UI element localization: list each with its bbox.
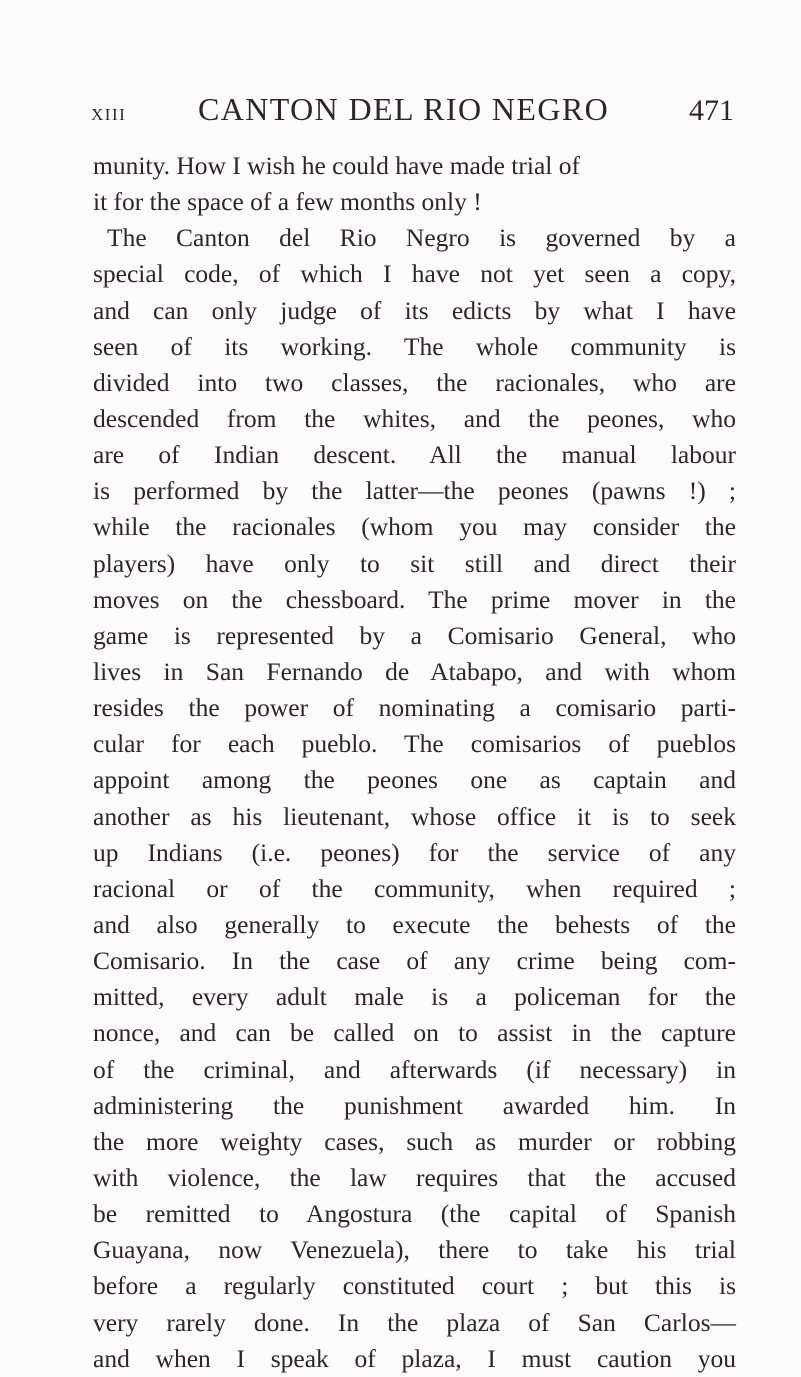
text-line: and can only judge of its edicts by what I have [93, 295, 736, 325]
text-line: descended from the whites, and the peones, who [93, 403, 736, 433]
text-line: are of Indian descent. All the manual labour [93, 440, 736, 470]
body-text [93, 148, 736, 1377]
text-line: divided into two classes, the racionales, who are [93, 367, 736, 397]
text-line: administering the punishment awarded him. In [93, 1090, 736, 1120]
text-line: lives in San Fernando de Atabapo, and with whom [93, 656, 736, 686]
text-line: before a regularly constituted court ; but this is [93, 1271, 736, 1301]
text-line: resides the power of nominating a comisario parti- [93, 693, 736, 723]
text-line: munity. How I wish he could have made trial of [93, 151, 580, 180]
text-line: of the criminal, and afterwards (if necessary) in [93, 1054, 736, 1084]
text-line: the more weighty cases, such as murder or robbing [93, 1126, 736, 1156]
text-line: with violence, the law requires that the accused [93, 1162, 736, 1192]
text-line: racional or of the community, when required ; [93, 873, 736, 903]
text-line: appoint among the peones one as captain and [93, 765, 736, 795]
text-line: and when I speak of plaza, I must caution you [93, 1343, 736, 1373]
text-line: cular for each pueblo. The comisarios of pueblos [93, 729, 736, 759]
text-line: it for the space of a few months only ! [93, 187, 482, 217]
text-line: be remitted to Angostura (the capital of Spanish [93, 1199, 736, 1229]
text-line: mitted, every adult male is a policeman for the [93, 982, 736, 1012]
text-line: Guayana, now Venezuela), there to take his trial [93, 1235, 736, 1265]
text-line: while the racionales (whom you may consider the [93, 512, 736, 542]
text-line: very rarely done. In the plaza of San Carlos— [93, 1307, 736, 1337]
text-line: game is represented by a Comisario General, who [93, 620, 736, 650]
text-line: Comisario. In the case of any crime being com- [93, 946, 736, 976]
page-number: 471 [689, 94, 734, 127]
text-line: The Canton del Rio Negro is governed by a [107, 223, 736, 253]
text-line: is performed by the latter—the peones (pawns !) ; [93, 476, 736, 506]
text-line: seen of its working. The whole community is [93, 331, 736, 361]
chapter-number: XIII [91, 105, 127, 124]
text-line: special code, of which I have not yet seen a copy, [93, 259, 736, 289]
text-line: up Indians (i.e. peones) for the service of any [93, 837, 736, 867]
text-line: nonce, and can be called on to assist in the capture [93, 1018, 736, 1048]
text-line: moves on the chessboard. The prime mover in the [93, 584, 736, 614]
text-line: another as his lieutenant, whose office it is to seek [93, 801, 736, 831]
text-line: and also generally to execute the behests of the [93, 909, 736, 939]
text-line: players) have only to sit still and direct their [93, 548, 736, 578]
running-title: CANTON DEL RIO NEGRO [198, 91, 610, 127]
running-head [93, 91, 736, 131]
